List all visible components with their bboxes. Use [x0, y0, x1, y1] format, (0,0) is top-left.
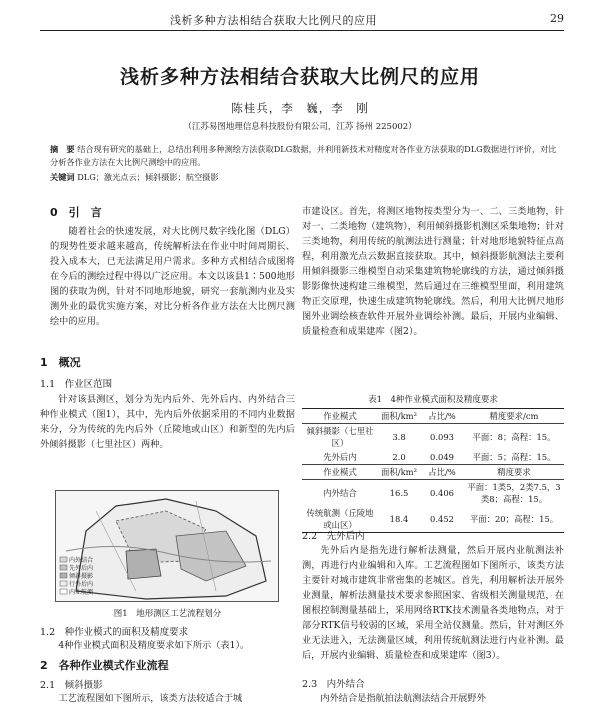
map-graphic	[56, 491, 278, 601]
requirements-text: 4种作业模式面积及精度要求如下所示（表1）。	[58, 640, 250, 651]
table-cell: 倾斜摄影（七里社区）	[306, 426, 374, 448]
table-header-mode: 作业模式	[323, 411, 357, 421]
table-cell: 平面：1类5，2类7.5，3类8；高程：15。	[467, 482, 561, 504]
section-heading-intro: 0 引 言	[50, 206, 102, 219]
table-cell: 0.049	[430, 452, 454, 462]
subsection-heading-2-2: 2.2 先外后内	[302, 531, 365, 542]
table-row	[302, 450, 564, 465]
abstract-label: 摘 要	[50, 144, 75, 154]
keywords	[50, 172, 560, 183]
table-row	[302, 424, 564, 451]
table-cell: 3.8	[392, 432, 406, 442]
table-cell: 16.5	[389, 488, 409, 498]
header-rule	[40, 30, 564, 31]
table-cell: 传统航测（丘陵地或山区）	[306, 508, 374, 530]
page-number: 29	[550, 12, 564, 25]
table-1	[302, 408, 564, 533]
legend-label-3: 倾斜摄影	[69, 573, 94, 580]
paper-title: 浅析多种方法相结合获取大比例尺的应用	[119, 66, 480, 88]
table-header-ratio: 占比/%	[428, 411, 456, 421]
section-heading-workflow: 2 各种作业模式作业流程	[40, 659, 169, 672]
legend-swatch-3	[60, 573, 67, 578]
table-cell: 先外后内	[323, 452, 357, 462]
table-cell: 平面：5；高程：15。	[472, 452, 556, 462]
oblique-paragraph	[40, 691, 295, 706]
keywords-text: DLG；激光点云；倾斜摄影；航空摄影	[77, 172, 219, 182]
table-cell: 2.0	[392, 452, 406, 462]
table-cell: 0.452	[430, 514, 454, 524]
legend-label-5: 内业航测	[69, 589, 94, 596]
table-cell: 面积/km²	[381, 467, 417, 477]
legend-label-4: 行外后内	[69, 581, 94, 588]
legend-swatch-2	[60, 565, 67, 570]
subsection-heading-1-2: 1.2 种作业模式的面积及精度要求	[40, 627, 189, 638]
section-heading-overview: 1 概况	[40, 356, 81, 369]
outside-first-paragraph	[302, 543, 564, 663]
table-cell: 占比/%	[428, 467, 456, 477]
survey-area-map	[55, 490, 279, 602]
oblique-text: 工艺流程图如下图所示，该类方法较适合于城	[58, 693, 243, 704]
zone-oblique	[126, 549, 161, 579]
subsection-heading-2-1: 2.1 倾斜摄影	[40, 680, 103, 691]
table-1-title: 表1 4种作业模式面积及精度要求	[368, 395, 498, 405]
table-header-area: 面积/km²	[381, 411, 417, 421]
table-header-precision: 精度要求/cm	[489, 411, 539, 421]
legend-label-2: 先外后内	[69, 565, 94, 572]
right-intro-paragraph	[302, 204, 564, 339]
combined-text: 内外结合是指航拍法航测法结合开展野外	[320, 693, 486, 704]
legend-label-1: 内外结合	[69, 557, 94, 564]
running-title: 浅析多种方法相结合获取大比例尺的应用	[170, 14, 377, 27]
authors: 陈桂兵，李 巍，李 刚	[231, 101, 369, 115]
table-cell: 内外结合	[323, 488, 357, 498]
affiliation: （江苏易图地理信息科技股份有限公司，江苏 扬州 225002）	[183, 122, 417, 132]
right-intro-text: 市建设区。首先，将测区地物按类型分为一、二、三类地物，针对一、二类地物（建筑物），利用倾斜摄影机测区采集地物；针对三类地物，利用传统的航测法进行测量；针对地形地貌特征点高程，利用激光点云数据直接获取。其中，倾斜摄影航测法主要利用倾斜摄影三维模型自动采集建筑物轮廓线的方法，通过倾斜摄影影像快速构建三维模型，然后通过在三维模型里面，利用建筑物正交原理，快速生成建筑物轮廓线。然后，利用大比例尺地形图外业调绘核查软件开展外业调绘补测。最后，开展内业编辑、质量检查和成果建库（图2）。	[302, 206, 564, 337]
requirements-paragraph	[40, 638, 295, 653]
abstract-text: 结合现有研究的基础上，总结出利用多种测绘方法获取DLG数据，并利用新技术对精度对各作业方法获取的DLG数据进行评价，对比分析各作业方法在大比例尺测绘中的应用。	[50, 144, 557, 167]
intro-text: 随着社会的快速发展，对大比例尺数字线化图（DLG）的现势性要求越来越高，传统解析法在作业中时间周期长、投入成本大，已无法满足用户需求。多种方式相结合成图将在今后的测绘过程中得以广泛应用。本文以该县1∶500地形图的获取为例，针对不同地形地貌，研究一套航测内业及实测外业的最优实施方案，对比分析各作业方法在大比例尺测绘中的应用。	[50, 226, 295, 327]
table-row	[302, 465, 564, 480]
outside-first-text: 先外后内是指先进行解析法测量，然后开展内业航测法补测，再进行内业编辑和入库。工艺流程图如下图所示，该类方法主要针对城市建筑非常密集的老城区。首先，利用解析法开展外业测量，解析法测量技术要求参照困家、省级相关测量规范，在图根控制测量基础上，采用网络RTK技术测量各类地物点，对于部分RTK信号较弱的区域，采用全站仪测量。然后，针对测区外业无法进入，无法测量区域，利用传统航测法进行内业补测。最后，开展内业编辑、质量检查和成果建库（图3）。	[302, 545, 564, 661]
figure-1-caption: 图1 地形测区工艺流程划分	[113, 609, 222, 619]
table-cell: 0.406	[430, 488, 454, 498]
table-cell: 平面：8；高程：15。	[472, 432, 556, 442]
subsection-heading-1-1: 1.1 作业区范围	[40, 379, 113, 390]
table-cell: 精度要求	[497, 467, 531, 477]
legend-swatch-5	[60, 589, 67, 594]
scope-text: 针对该县测区，划分为先内后外、先外后内、内外结合三种作业模式（图1），其中，先内后外依据采用的不同内业数据来分，分为传统的先内后外（丘陵地或山区）和新型的先内后外倾斜摄影（七里社区）两种。	[40, 394, 295, 450]
subsection-heading-2-3: 2.3 内外结合	[302, 679, 365, 690]
abstract	[50, 143, 560, 169]
table-row	[302, 480, 564, 507]
keywords-label: 关键词	[50, 172, 75, 182]
combined-paragraph	[302, 691, 564, 706]
table-cell: 作业模式	[323, 467, 357, 477]
legend-swatch-4	[60, 581, 67, 586]
table-cell: 平面：20；高程：15。	[469, 514, 559, 524]
table-cell: 0.093	[430, 432, 454, 442]
intro-paragraph	[50, 224, 295, 329]
table-cell: 18.4	[389, 514, 409, 524]
legend-swatch-1	[60, 557, 67, 562]
scope-paragraph	[40, 392, 295, 452]
